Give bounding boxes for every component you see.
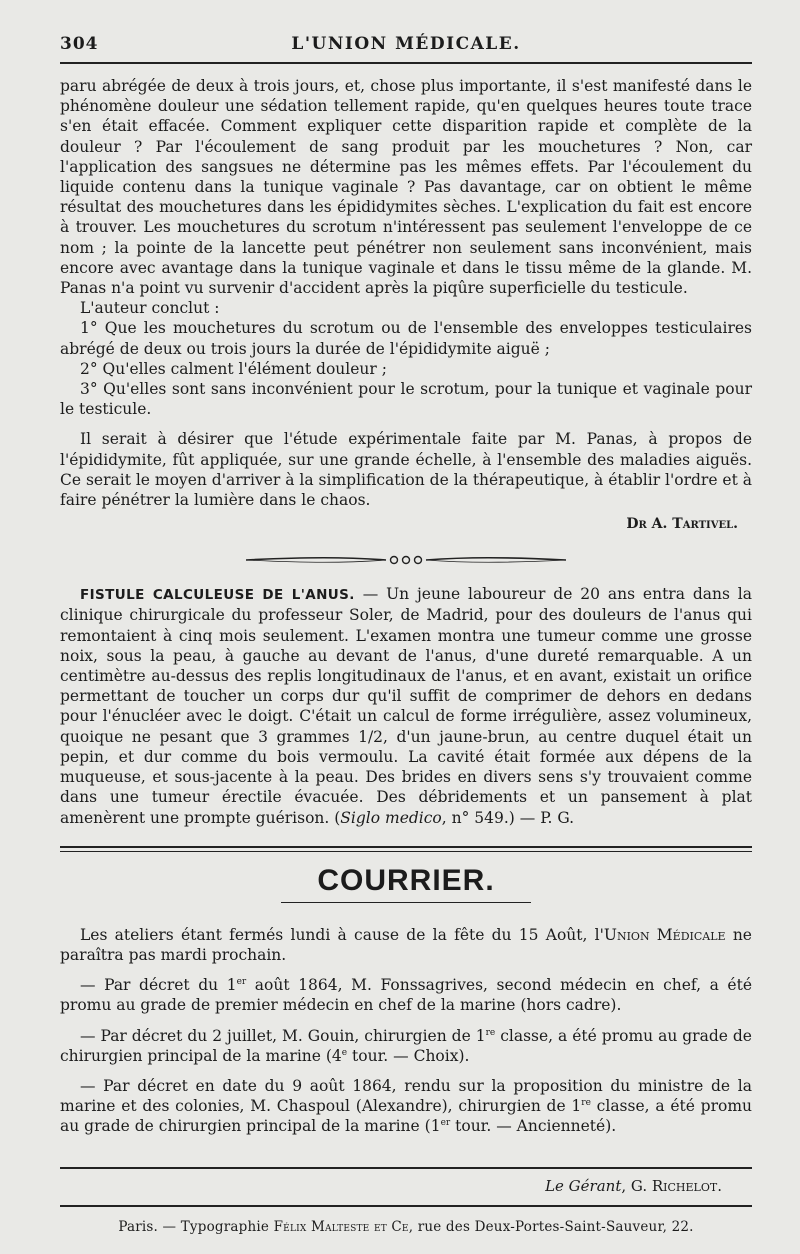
decree-text-end: tour. — Ancienneté).: [450, 1117, 617, 1136]
courrier-notice: [60, 925, 752, 965]
journal-name: Union Médicale: [603, 925, 726, 944]
ordinal-sup: er: [440, 1118, 451, 1129]
article-heading: FISTULE CALCULEUSE DE L'ANUS.: [80, 587, 355, 604]
decree-text-end: tour. — Choix).: [347, 1046, 470, 1065]
running-head: [60, 30, 752, 56]
ordinal-sup: e: [341, 1047, 348, 1058]
decree-text-mid: classe, a été promu au grade de chirurgien principal de la marine (4: [60, 1026, 752, 1065]
decree-gouin: [60, 1026, 752, 1066]
ordinal-sup: re: [581, 1097, 591, 1108]
decree-text-mid: classe, a été promu au grade de chirurgien principal de la marine (1: [60, 1097, 752, 1136]
fistula-article: [60, 584, 752, 827]
spacer: [60, 419, 752, 429]
author-signature: Dr A. Tartivel.: [626, 516, 738, 533]
printer-address: , rue des Deux-Portes-Saint-Sauveur, 22.: [408, 1218, 694, 1235]
notice-text: Les ateliers étant fermés lundi à cause de la fête du 15 Août, l': [80, 925, 604, 944]
conclusion-intro: L'auteur conclut :: [80, 299, 220, 318]
decree-chaspoul: [60, 1076, 752, 1137]
footer-rule: [60, 1167, 752, 1169]
article-paragraph: paru abrégée de deux à trois jours, et, chose plus importante, il s'est manifesté dans le phénomène douleur une sédation tellement rapide, qu'en quelques heures toute trace s'en était effacée. Comment expliquer cette disparition rapide et complète de la douleur ? Par l'écoulement de sang produit par les mouchetures ? Non, car l'application des sangsues ne détermine pas les mêmes effets. Par l'écoulement du liquide contenu dans la tunique vaginale ? Pas davantage, car on obtient le même résultat des mouchetures dans les épididymites sèches. L'explication du fait est encore à trouver. Les mouchetures du scrotum n'intéressent pas seulement l'enveloppe de ce nom ; la pointe de la lancette peut pénétrer non seulement sans inconvénient, mais encore avec avantage dans la tunique vaginale et dans le tissu même de la glande. M. Panas n'a point vu survenir d'accident après la piqûre superficielle du testicule.: [60, 77, 752, 298]
article-body: — Un jeune laboureur de 20 ans entra dans la clinique chirurgicale du professeur Soler, de Madrid, pour des douleurs de l'anus qui remontaient à cinq mois seulement. L'examen montra une tumeur comme une grosse noix, sous la peau, à gauche au devant de l'anus, d'une dureté remarquable. A un centimètre au-dessus des replis longitudinaux de l'anus, et en avant, existait un orifice permettant de toucher un corps dur qu'il suffit de comprimer de dehors en dedans pour l'énucléer avec le doigt. C'était un calcul de forme irrégulière, assez volumineux, quoique ne pesant que 3 grammes 1/2, d'un jaune-brun, au centre duquel était un pepin, et dur comme du bois vermoulu. La cavité était formée aux dépens de la muqueuse, et sous-jacente à la peau. Des brides en divers sens s'y trouvaient comme dans une tumeur érectile évacuée. Des débridements et un pansement à plat amenèrent une prompte guérison. (: [60, 585, 753, 827]
ordinal-sup: re: [485, 1027, 496, 1038]
imprint-text: Paris. — Typographie: [118, 1218, 274, 1235]
imprint-rule: [60, 1205, 752, 1207]
header-rule: [60, 62, 752, 64]
source-reference: , n° 549.) — P. G.: [441, 808, 575, 827]
spacer: [60, 965, 752, 975]
ornament-divider: [246, 554, 566, 566]
gerant-line: [60, 1177, 722, 1195]
page-number: 304: [60, 34, 99, 54]
notice-text-end: ne paraîtra pas mardi prochain.: [60, 925, 752, 964]
section-double-rule: [60, 846, 752, 852]
decree-text: — Par décret du 1: [80, 976, 237, 995]
decree-text: — Par décret du 2 juillet, M. Gouin, chirurgien de 1: [80, 1026, 486, 1045]
conclusion-item-1: 1° Que les mouchetures du scrotum ou de l'ensemble des enveloppes testiculaires abrégé de deux ou trois jours la durée de l'épididymite aiguë ;: [60, 319, 752, 358]
spacer: [60, 1016, 752, 1026]
conclusion-item-2: 2° Qu'elles calment l'élément douleur ;: [80, 359, 387, 378]
printer-name: Félix Malteste et Ce: [273, 1218, 409, 1235]
conclusion-item-3: 3° Qu'elles sont sans inconvénient pour le scrotum, pour la tunique et vaginale pour le testicule.: [60, 380, 752, 419]
section-title: COURRIER.: [317, 863, 495, 897]
decree-fonssagrives: [60, 975, 752, 1015]
decree-text: — Par décret en date du 9 août 1864, rendu sur la proposition du ministre de la marine et des colonies, M. Chaspoul (Alexandre), chirurgien de 1: [60, 1076, 752, 1116]
journal-title: L'UNION MÉDICALE.: [291, 34, 521, 54]
closing-paragraph: Il serait à désirer que l'étude expérimentale faite par M. Panas, à propos de l'épididymite, fût appliquée, sur une grande échelle, à l'ensemble des maladies aiguës. Ce serait le moyen d'arriver à la simplification de la thérapeutique, à établir l'ordre et à faire pénétrer la lumière dans le chaos.: [60, 430, 752, 510]
ordinal-sup: er: [236, 976, 247, 987]
gerant-label: Le Gérant: [545, 1176, 622, 1195]
section-underline: [281, 902, 531, 903]
spacer: [60, 1066, 752, 1076]
decree-text-end: août 1864, M. Fonssagrives, second médecin en chef, a été promu au grade de premier médecin en chef de la marine (hors cadre).: [60, 976, 752, 1015]
printer-imprint: [60, 1219, 752, 1235]
gerant-name: , G. Richelot.: [621, 1176, 722, 1195]
source-citation: Siglo medico: [340, 808, 442, 827]
